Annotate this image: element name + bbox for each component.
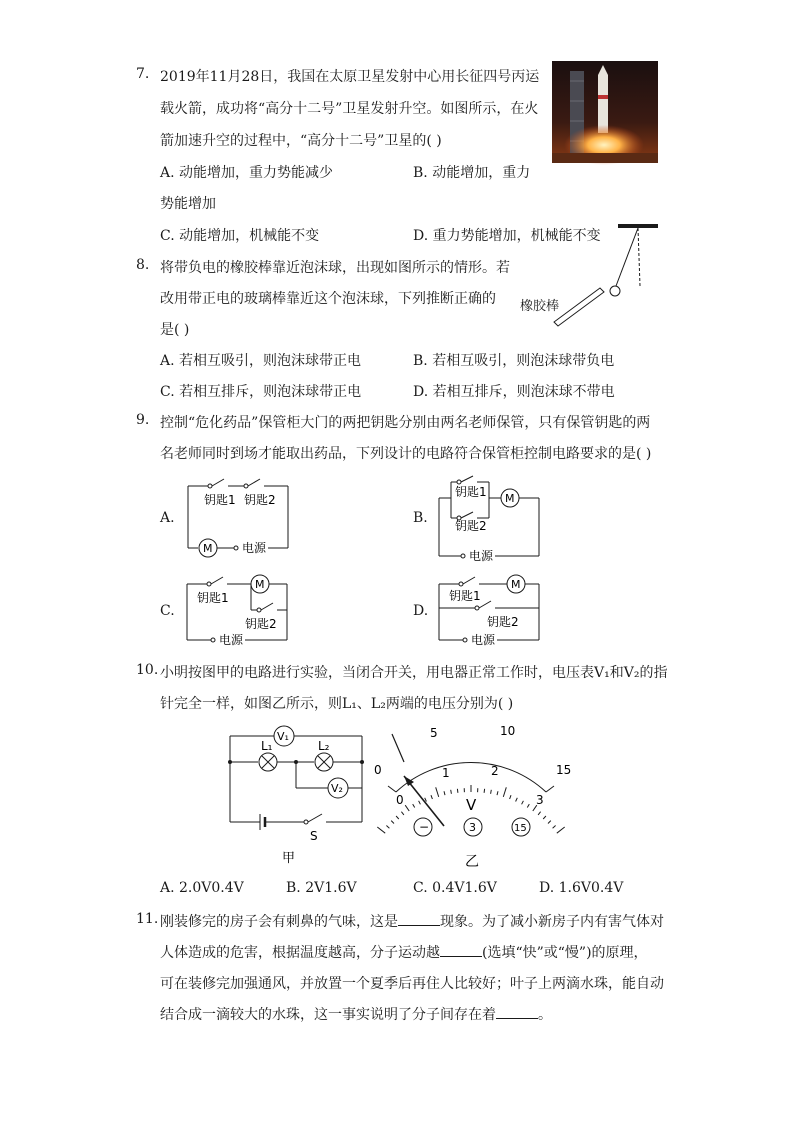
meter-tick <box>484 789 485 793</box>
l1-label: L₁ <box>261 739 273 753</box>
svg-text:钥匙1: 钥匙1 <box>449 589 481 603</box>
meter-unit: V <box>466 796 477 814</box>
meter-tick <box>553 826 556 829</box>
q11-blank-1[interactable] <box>398 913 440 926</box>
q7-number: 7. <box>136 66 150 82</box>
meter-tick <box>401 812 404 815</box>
q9-option-c-letter: C. <box>160 603 175 619</box>
q7-line-1: 2019年11月28日，我国在太原卫星发射中心用长征四号丙运 <box>160 69 540 85</box>
rocket-launch-photo <box>552 61 658 163</box>
svg-text:钥匙1: 钥匙1 <box>197 591 229 605</box>
q9-number: 9. <box>136 412 150 428</box>
meter-tick <box>386 826 389 829</box>
motor-symbol: M <box>203 542 213 555</box>
meter-tick <box>431 795 432 799</box>
key2-label: 钥匙2 <box>244 493 276 507</box>
svg-text:钥匙2: 钥匙2 <box>245 617 277 631</box>
q7-line-2: 载火箭，成功将“高分十二号”卫星发射升空。如图所示，在火 <box>160 101 539 117</box>
q8-number: 8. <box>136 257 150 273</box>
svg-text:M: M <box>255 578 265 591</box>
meter-tick <box>548 821 551 824</box>
q8-option-b: B. 若相互吸引，则泡沫球带负电 <box>413 353 615 369</box>
q9-option-a-letter: A. <box>160 510 175 526</box>
meter-tick <box>391 821 394 824</box>
v1-label: V₁ <box>277 730 289 743</box>
meter-tick <box>522 801 524 805</box>
q8-line-1: 将带负电的橡胶棒靠近泡沫球，出现如图所示的情形。若 <box>160 260 510 276</box>
svg-text:电源: 电源 <box>469 549 494 563</box>
q10-option-b: B. 2V1.6V <box>286 880 357 896</box>
meter-tick <box>377 827 385 833</box>
q10-line-1: 小明按图甲的电路进行实验，当闭合开关，用电器正常工作时，电压表V₁和V₂的指 <box>160 665 668 681</box>
svg-text:电源: 电源 <box>471 633 496 647</box>
q11-blank-3[interactable] <box>496 1006 538 1019</box>
lower-scale-1: 1 <box>442 766 450 780</box>
meter-tick <box>396 816 399 819</box>
v2-label: V₂ <box>331 782 343 795</box>
circuit-a <box>186 482 292 555</box>
terminal-15: 15 <box>514 823 527 834</box>
q9-option-b-letter: B. <box>413 510 428 526</box>
upper-scale-10: 10 <box>500 724 516 738</box>
meter-tick <box>510 795 511 799</box>
q8-option-d: D. 若相互排斥，则泡沫球不带电 <box>413 384 615 400</box>
q11-line-2: 人体造成的危害，根据温度越高，分子运动越 (选填“快”或“慢”)的原理， <box>160 945 648 961</box>
meter-tick <box>497 791 498 795</box>
q10-line-2: 针完全一样，如图乙所示，则L₁、L₂两端的电压分别为( ) <box>160 696 514 712</box>
svg-text:钥匙2: 钥匙2 <box>487 615 519 629</box>
rubber-rod-figure <box>518 222 660 332</box>
q8-line-3: 是( ) <box>160 322 190 338</box>
rubber-rod-label: 橡胶棒 <box>520 299 560 314</box>
voltmeter-yi <box>370 720 576 870</box>
circuit-d <box>437 572 543 647</box>
meter-tick <box>405 805 409 811</box>
lower-scale-3: 3 <box>536 793 544 807</box>
svg-text:M: M <box>505 492 515 505</box>
q11-line-4: 结合成一滴较大的水珠，这一事实说明了分子间存在着 。 <box>160 1007 552 1023</box>
q11-blank-2[interactable] <box>440 944 482 957</box>
meter-tick <box>516 798 518 802</box>
meter-tick <box>457 789 458 793</box>
l2-label: L₂ <box>318 739 330 753</box>
q7-option-d: D. 重力势能增加，机械能不变 <box>413 228 601 244</box>
q7-option-c: C. 动能增加，机械能不变 <box>160 228 320 244</box>
switch-label: S <box>310 829 318 843</box>
terminal-neg: − <box>419 820 430 834</box>
meter-tick <box>538 812 541 815</box>
q10-number: 10. <box>136 662 159 678</box>
q7-option-b: B. 动能增加，重力 <box>413 165 531 181</box>
q10-option-c: C. 0.4V1.6V <box>413 880 497 896</box>
q11-line-3: 可在装修完加强通风，并放置一个夏季后再住人比较好；叶子上两滴水珠，能自动 <box>160 976 664 992</box>
q7-line-3: 箭加速升空的过程中，“高分十二号”卫星的( ) <box>160 133 442 149</box>
q7-option-a: A. 动能增加，重力势能减少 <box>160 165 334 181</box>
q8-option-c: C. 若相互排斥，则泡沫球带正电 <box>160 384 362 400</box>
q9-line-1: 控制“危化药品”保管柜大门的两把钥匙分别由两名老师保管，只有保管钥匙的两 <box>160 415 651 431</box>
q11-number: 11. <box>136 911 159 927</box>
circuit-b <box>437 478 543 562</box>
terminal-3: 3 <box>469 821 476 834</box>
circuit-jia <box>226 724 366 864</box>
q9-line-2: 名老师同时到场才能取出药品，下列设计的电路符合保管柜控制电路要求的是( ) <box>160 446 652 462</box>
svg-text:钥匙2: 钥匙2 <box>455 519 487 533</box>
upper-scale-5: 5 <box>430 726 438 740</box>
meter-tick <box>503 787 506 797</box>
svg-text:电源: 电源 <box>219 633 244 647</box>
meter-tick <box>543 816 546 819</box>
q9-option-d-letter: D. <box>413 603 429 619</box>
q8-line-2: 改用带正电的玻璃棒靠近这个泡沫球，下列推断正确的 <box>160 291 496 307</box>
fig-jia-label: 甲 <box>282 851 296 866</box>
meter-tick <box>436 787 439 797</box>
circuit-c <box>185 572 291 647</box>
key1-label: 钥匙1 <box>204 493 236 507</box>
fig-yi-label: 乙 <box>465 854 479 870</box>
lower-scale-2: 2 <box>491 764 499 778</box>
meter-tick <box>557 827 565 833</box>
svg-text:钥匙1: 钥匙1 <box>455 485 487 499</box>
meter-tick <box>491 790 492 794</box>
q8-option-a: A. 若相互吸引，则泡沫球带正电 <box>160 353 362 369</box>
source-label: 电源 <box>242 541 267 555</box>
meter-tick <box>444 791 445 795</box>
q10-option-a: A. 2.0V0.4V <box>160 880 244 896</box>
q10-option-d: D. 1.6V0.4V <box>539 880 624 896</box>
q7-option-b-cont: 势能增加 <box>160 196 216 212</box>
svg-text:M: M <box>511 578 521 591</box>
lower-scale-0: 0 <box>396 793 404 807</box>
upper-scale-0: 0 <box>374 763 382 777</box>
meter-tick <box>419 801 421 805</box>
meter-tick <box>451 790 452 794</box>
meter-tick <box>413 804 415 807</box>
upper-scale-15: 15 <box>556 763 572 777</box>
meter-tick <box>527 804 529 807</box>
q11-line-1: 刚装修完的房子会有刺鼻的气味，这是 现象。为了减小新房子内有害气体对 <box>160 914 664 930</box>
